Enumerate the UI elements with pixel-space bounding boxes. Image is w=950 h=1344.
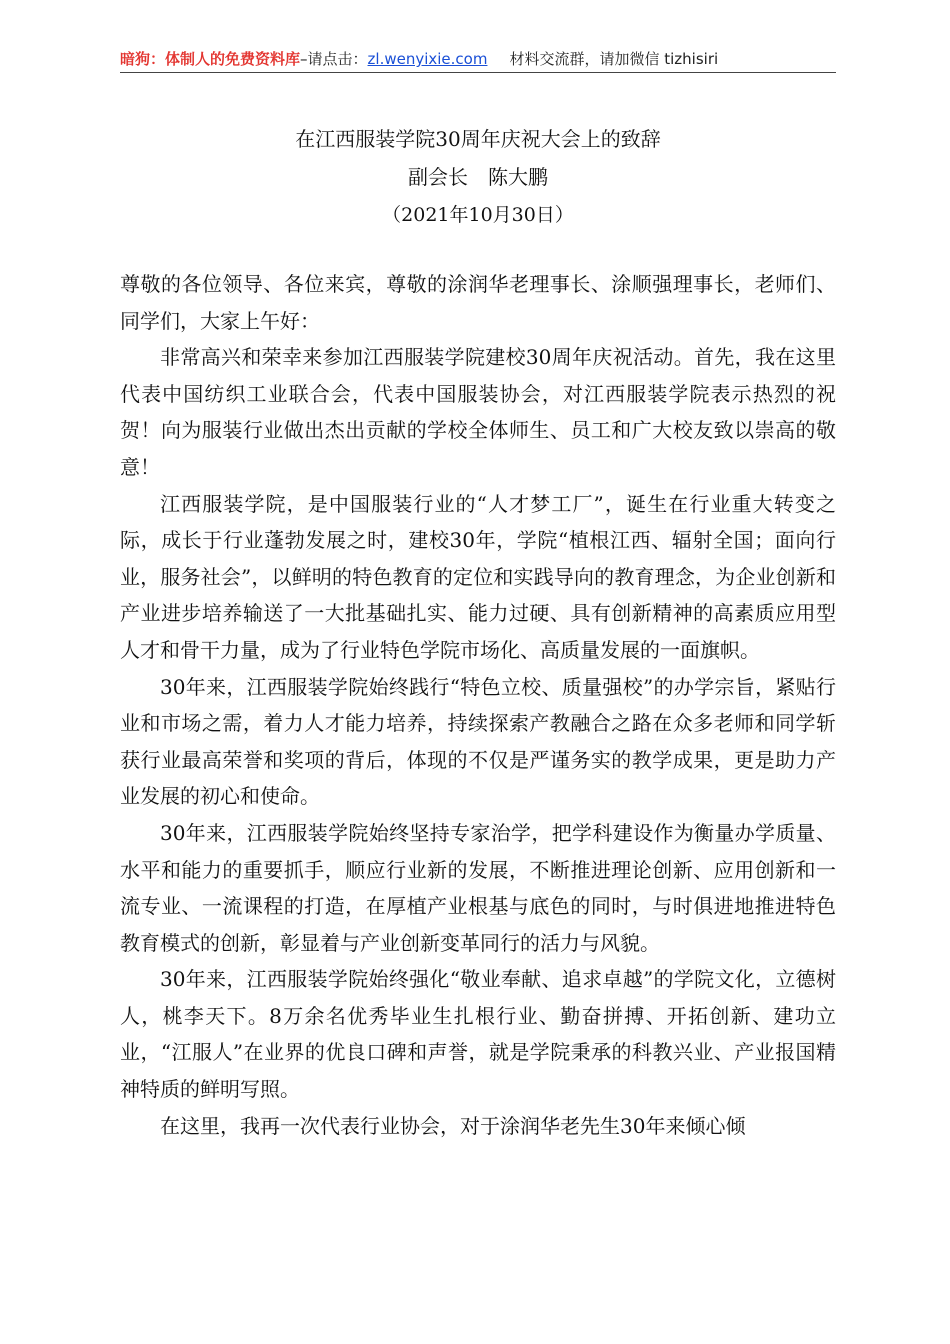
body-paragraph: 非常高兴和荣幸来参加江西服装学院建校30周年庆祝活动。首先，我在这里代表中国纺织工业联合会，代表中国服装协会，对江西服装学院表示热烈的祝贺！向为服装行业做出杰出贡献的学校全体师生、员工和广大校友致以崇高的敬意！ [120, 345, 836, 479]
document-date: （2021年10月30日） [382, 204, 574, 226]
salutation-paragraph: 尊敬的各位领导、各位来宾，尊敬的涂润华老理事长、涂顺强理事长，老师们、同学们，大家上午好： [120, 272, 836, 333]
promo-note: 材料交流群，请加微信 tizhisiri [509, 50, 719, 68]
promo-prompt: –请点击： [300, 50, 368, 68]
body-paragraph: 江西服装学院，是中国服装行业的“人才梦工厂”，诞生在行业重大转变之际，成长于行业蓬勃发展之时，建校30年，学院“植根江西、辐射全国；面向行业，服务社会”，以鲜明的特色教育的定位和实践导向的教育理念，为企业创新和产业进步培养输送了一大批基础扎实、能力过硬、具有创新精神的高素质应用型人才和骨干力量，成为了行业特色学院市场化、高质量发展的一面旗帜。 [120, 491, 836, 662]
body-paragraph: 30年来，江西服装学院始终坚持专家治学，把学科建设作为衡量办学质量、水平和能力的重要抓手，顺应行业新的发展，不断推进理论创新、应用创新和一流专业、一流课程的打造，在厚植产业根基与底色的同时，与时俱进地推进特色教育模式的创新，彰显着与产业创新变革同行的活力与风貌。 [120, 820, 836, 955]
document-heading [120, 120, 836, 234]
document-speaker: 副会长 陈大鹏 [408, 165, 548, 189]
promo-link[interactable]: zl.wenyixie.com [367, 50, 488, 68]
promo-text: 暗狗：体制人的免费资料库 [120, 50, 301, 68]
document-body [120, 266, 836, 1144]
document-title: 在江西服装学院30周年庆祝大会上的致辞 [295, 127, 661, 151]
body-paragraph: 30年来，江西服装学院始终践行“特色立校、质量强校”的办学宗旨，紧贴行业和市场之需，着力人才能力培养，持续探索产教融合之路在众多老师和同学斩获行业最高荣誉和奖项的背后，体现的不仅是严谨务实的教学成果，更是助力产业发展的初心和使命。 [120, 674, 836, 809]
body-paragraph: 在这里，我再一次代表行业协会，对于涂润华老先生30年来倾心倾 [160, 1113, 746, 1138]
page-header [120, 48, 836, 72]
body-paragraph: 30年来，江西服装学院始终强化“敬业奉献、追求卓越”的学院文化，立德树人，桃李天下。8万余名优秀毕业生扎根行业、勤奋拼搏、开拓创新、建功立业，“江服人”在业界的优良口碑和声誉，就是学院秉承的科教兴业、产业报国精神特质的鲜明写照。 [120, 967, 836, 1102]
header-divider [120, 72, 836, 73]
